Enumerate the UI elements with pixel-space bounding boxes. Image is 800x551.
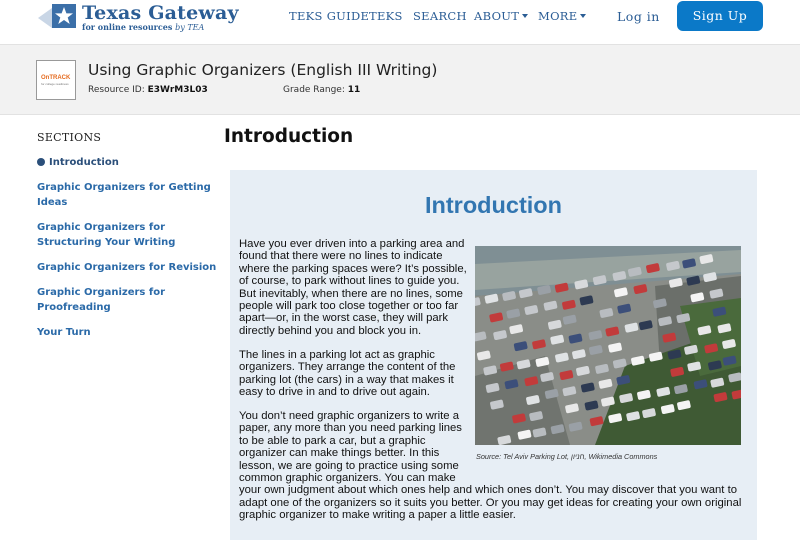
image-caption: Source: Tel Aviv Parking Lot, חניון, Wikimedia Commons bbox=[476, 452, 658, 461]
paragraph-1 bbox=[239, 238, 467, 337]
texas-gateway-logo[interactable] bbox=[38, 2, 238, 36]
resource-header bbox=[0, 44, 800, 115]
sidebar-item-structuring[interactable]: Graphic Organizers for Structuring Your Writing bbox=[37, 222, 176, 248]
chevron-down-icon bbox=[522, 14, 528, 18]
paragraph-2 bbox=[239, 349, 455, 399]
paragraph-line: easy to drive in and to drive out again. bbox=[239, 386, 430, 399]
resource-title: Using Graphic Organizers (English III Writing) bbox=[88, 61, 438, 79]
parking-lot-image bbox=[475, 246, 741, 445]
brand-tagline: for online resources by TEA bbox=[82, 22, 205, 32]
sidebar-item-label: Introduction bbox=[49, 157, 119, 168]
sidebar-item-revision[interactable]: Graphic Organizers for Revision bbox=[37, 262, 217, 273]
top-nav bbox=[0, 0, 800, 44]
nav-about-label: ABOUT bbox=[474, 9, 520, 23]
paragraph-line: apart—or, in the worst case, they will park bbox=[239, 312, 449, 325]
chevron-down-icon bbox=[580, 14, 586, 18]
grade-range: Grade Range: 11 bbox=[283, 85, 361, 95]
paragraph-line: The lines in a parking lot act as graphic bbox=[239, 349, 435, 361]
paragraph-line: You don’t need graphic organizers to write a bbox=[239, 410, 460, 422]
nav-more[interactable] bbox=[538, 9, 586, 23]
sidebar-item-proofreading[interactable]: Graphic Organizers for Proofreading bbox=[37, 287, 166, 313]
paragraph-line: of course, to park without lines to guide you. bbox=[239, 275, 460, 288]
resource-thumbnail bbox=[36, 60, 76, 100]
paragraph-line: Have you ever driven into a parking area and bbox=[239, 238, 465, 250]
nav-teks-guide[interactable]: TEKS GUIDE bbox=[289, 9, 370, 23]
paragraph-line: adapt one of the organizers so it suits you better. Or you may get ideas for creating your own original bbox=[239, 496, 742, 509]
paragraph-line: common graphic organizers. You can make bbox=[239, 472, 456, 485]
star-icon bbox=[52, 4, 76, 28]
paragraph-line: directly behind you and block you in. bbox=[239, 324, 422, 337]
sidebar-item-getting-ideas[interactable]: Graphic Organizers for Getting Ideas bbox=[37, 182, 211, 208]
panel-heading: Introduction bbox=[424, 192, 563, 218]
paragraph-line: to be able to park a car, but a graphic bbox=[239, 434, 426, 447]
paragraph-line: graphic organizer to make writing a paper a little easier. bbox=[239, 509, 516, 522]
logo-flag-shape bbox=[38, 8, 52, 28]
paragraph-line: paper, any more than you need parking lines bbox=[239, 422, 462, 435]
nav-more-label: MORE bbox=[538, 9, 578, 23]
signup-button[interactable]: Sign Up bbox=[677, 1, 763, 31]
active-dot-icon bbox=[37, 158, 45, 166]
paragraph-line: But inevitably, when there are no lines, some bbox=[239, 287, 463, 300]
sidebar-item-introduction[interactable] bbox=[37, 155, 217, 170]
paragraph-line: where the parking spaces were? It’s possible, bbox=[239, 262, 467, 275]
paragraph-line: people will park too close together or too far bbox=[239, 300, 459, 313]
resource-id: Resource ID: E3WrM3L03 bbox=[88, 85, 208, 95]
nav-about[interactable] bbox=[474, 9, 528, 23]
sections-heading: SECTIONS bbox=[37, 131, 102, 144]
thumbnail-logo-text: OnTRACK bbox=[41, 75, 71, 81]
paragraph-line: found that there were no lines to indicate bbox=[239, 250, 443, 263]
paragraph-line: organizers. They arrange the content of the bbox=[239, 361, 456, 374]
paragraph-line: lesson, we are going to practice using some bbox=[239, 459, 459, 472]
brand-name: Texas Gateway bbox=[82, 2, 239, 24]
paragraph-line: your own judgment about which ones help and which ones don’t. You may discover that you want to bbox=[239, 484, 738, 497]
nav-search[interactable]: SEARCH bbox=[413, 9, 467, 23]
nav-teks[interactable]: TEKS bbox=[369, 9, 403, 23]
sidebar-item-your-turn[interactable]: Your Turn bbox=[37, 327, 91, 338]
login-link[interactable]: Log in bbox=[617, 9, 660, 24]
page-title: Introduction bbox=[224, 126, 354, 147]
paragraph-line: organizer can make things better. In this bbox=[239, 447, 440, 460]
paragraph-line: parking lot (the cars) in a way that makes it bbox=[239, 373, 454, 386]
thumbnail-sub-text: for college readiness bbox=[41, 82, 69, 86]
